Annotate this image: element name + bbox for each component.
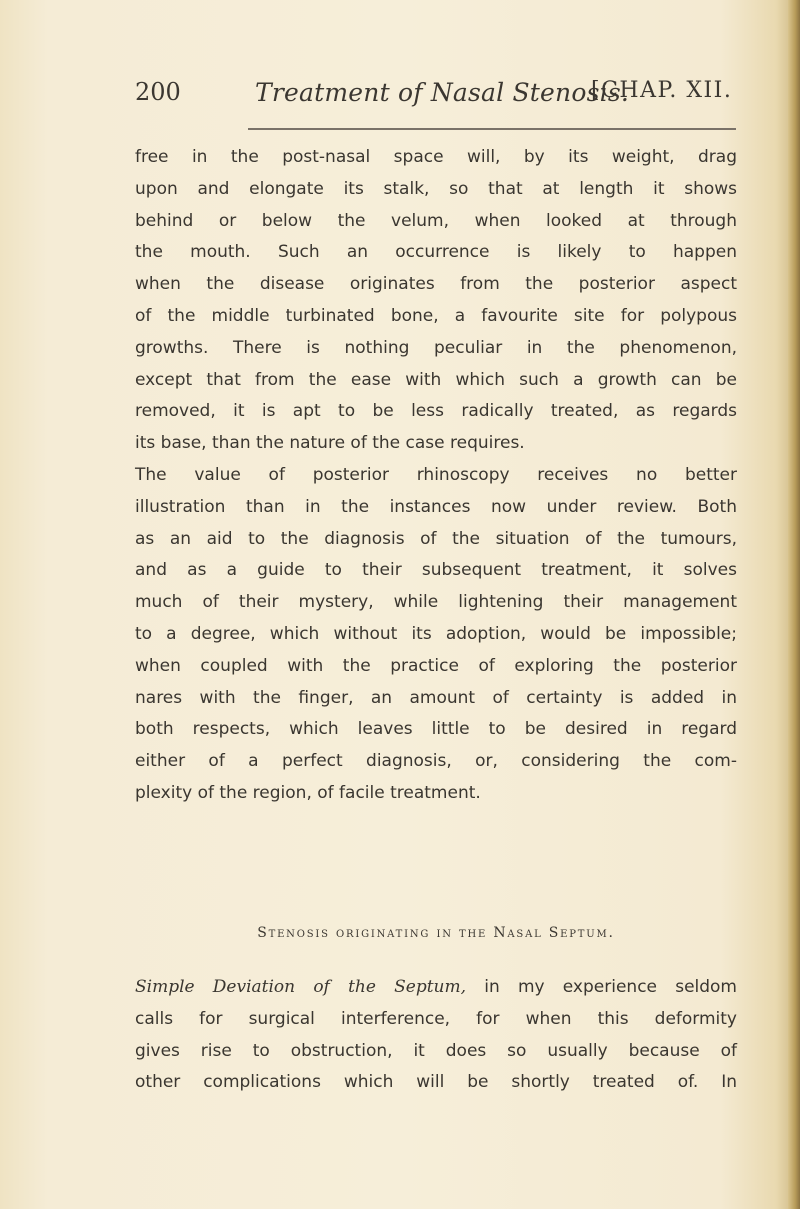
text-line: when the disease originates from the posterior aspect (135, 274, 737, 295)
text-line: either of a perfect diagnosis, or, considering the com- (135, 751, 737, 772)
paragraph-3 (135, 972, 737, 1099)
text-line: removed, it is apt to be less radically treated, as regards (135, 401, 737, 422)
text-line: calls for surgical interference, for when this deformity (135, 1008, 737, 1029)
text-line: both respects, which leaves little to be desired in regard (135, 719, 737, 740)
running-title: Treatment of Nasal Stenosis. (255, 78, 629, 107)
text-line: upon and elongate its stalk, so that at length it shows (135, 178, 737, 199)
text-line: much of their mystery, while lightening their management (135, 592, 737, 613)
text-line: growths. There is nothing peculiar in the phenomenon, (135, 337, 737, 358)
section-heading: Stenosis originating in the Nasal Septum. (257, 925, 615, 941)
text-line: The value of posterior rhinoscopy receives no better (135, 464, 737, 485)
text-line: and as a guide to their subsequent treatment, it solves (135, 560, 737, 581)
text-line: the mouth. Such an occurrence is likely to happen (135, 242, 737, 263)
text-line: except that from the ease with which such a growth can be (135, 369, 737, 390)
text-line: gives rise to obstruction, it does so usually because of (135, 1040, 737, 1061)
text-line: its base, than the nature of the case requires. (135, 433, 525, 454)
page-number: 200 (135, 78, 181, 106)
paragraph-1 (135, 142, 737, 460)
text-line: as an aid to the diagnosis of the situation of the tumours, (135, 528, 737, 549)
page-edge (788, 0, 800, 1209)
text-line: illustration than in the instances now under review. Both (135, 496, 737, 517)
text-span: in my experience seldom (466, 977, 737, 997)
text-line: plexity of the region, of facile treatment. (135, 782, 481, 803)
text-line: other complications which will be shortly treated of. In (135, 1072, 737, 1093)
text-line (135, 972, 737, 1004)
paragraph-2 (135, 460, 737, 810)
text-line: behind or below the velum, when looked at through (135, 210, 737, 231)
header-rule (248, 128, 736, 130)
text-line: of the middle turbinated bone, a favourite site for polypous (135, 305, 737, 326)
text-line: free in the post-nasal space will, by its weight, drag (135, 147, 737, 167)
text-line: nares with the finger, an amount of certainty is added in (135, 687, 737, 708)
text-line: when coupled with the practice of exploring the posterior (135, 655, 737, 676)
page-header (135, 78, 735, 118)
main-text (135, 142, 737, 810)
italic-lead: Simple Deviation of the Septum, (135, 977, 467, 997)
chapter-reference: [CHAP. XII. (591, 78, 733, 103)
text-line: to a degree, which without its adoption, would be impossible; (135, 623, 737, 644)
